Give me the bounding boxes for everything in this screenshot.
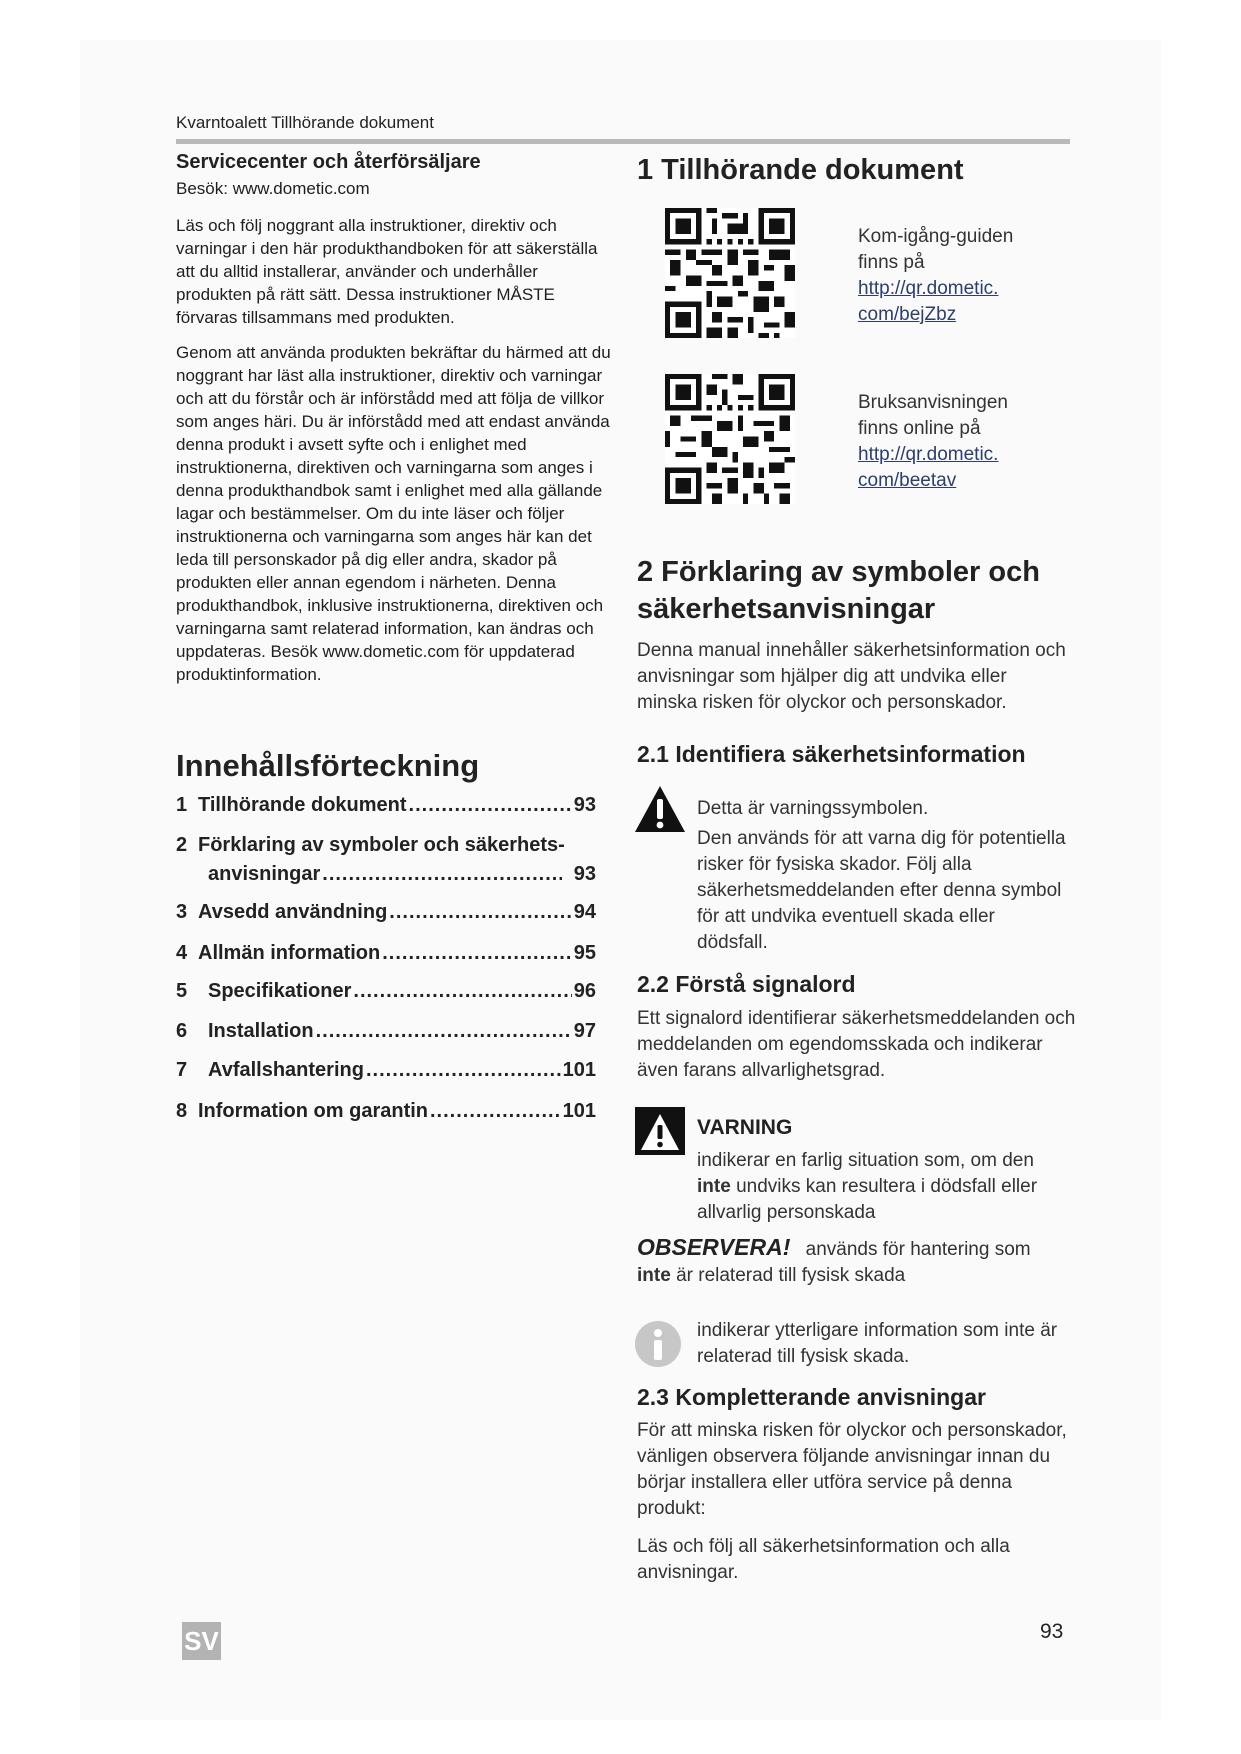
section-2-title: 2 Förklaring av symboler och säkerhetsanvisningar: [637, 556, 1040, 625]
getting-started-link[interactable]: http://qr.dometic.: [858, 278, 999, 299]
supplementary-instructions-text: För att minska risken för olyckor och personskador, vänligen observera följande anvisningar innan du börjar installera eller utföra service på denna produkt:: [637, 1420, 1067, 1519]
supplementary-instructions-text-2: Läs och följ all säkerhetsinformation och alla anvisningar.: [637, 1536, 1010, 1583]
section-2-3-title: 2.3 Kompletterande anvisningar: [637, 1384, 986, 1410]
toc-item-8[interactable]: 8 Information om garantin ..... 101: [176, 1100, 596, 1123]
info-icon: [634, 1320, 682, 1368]
warning-symbol-description: Detta är varningssymbolen. Den används för att varna dig för potentiella risker för fysiska skador. Följ alla säkerhetsmeddelanden efter denna symbol för att undvika eventuell skada eller dödsfall.: [697, 798, 1066, 953]
qr-getting-started-text: Kom-igång-guiden finns på http://qr.dometic. com/bejZbz: [858, 224, 1068, 328]
toc-item-6[interactable]: 6 Installation ..... 97: [176, 1020, 596, 1043]
section-1-title: 1 Tillhörande dokument: [637, 154, 964, 186]
language-badge: SV: [182, 1622, 221, 1660]
manual-link-continued[interactable]: com/beetav: [858, 470, 957, 491]
info-description: indikerar ytterligare information som inte är relaterad till fysisk skada.: [697, 1320, 1058, 1367]
running-header: Kvarntoalett Tillhörande dokument: [176, 113, 434, 132]
toc-item-4[interactable]: 4 Allmän information ..... 95: [176, 942, 596, 965]
section-2-2-title: 2.2 Förstå signalord: [637, 971, 856, 997]
getting-started-link-continued[interactable]: com/bejZbz: [858, 304, 957, 325]
service-center-visit: Besök: www.dometic.com: [176, 179, 370, 198]
toc-item-7[interactable]: 7 Avfallshantering ..... 101: [176, 1059, 596, 1082]
observera-block: OBSERVERA! används för hantering som inte är relaterad till fysisk skada: [637, 1234, 1031, 1286]
toc-item-3[interactable]: 3 Avsedd användning ..... 94: [176, 901, 596, 924]
manual-link[interactable]: http://qr.dometic.: [858, 444, 999, 465]
service-center-title: Servicecenter och återförsäljare: [176, 151, 481, 173]
warning-label: VARNING: [697, 1116, 793, 1139]
usage-paragraph: Genom att använda produkten bekräftar du härmed att du noggrant har läst alla instruktioner, direktiv och varningar och att du förstår och är införstådd med att följa de villkor som anges häri. Du är införstådd med att endast använda denna produkt i avsett syfte och i enlighet med instruktionerna, direktiven och varningarna som anges i denna produkthandbok samt i enlighet med alla gällande lagar och bestämmelser. Om du inte läser och följer instruktionerna och varningarna som anges här kan det leda till personskador på dig eller andra, skador på produkten eller annan egendom i närheten. Denna produkthandbok, inklusive instruktionerna, direktiven och varningarna samt relaterad information, kan ändras och uppdateras. Besök www.dometic.com för uppdaterad produktinformation.: [176, 343, 611, 684]
warning-box-icon: [634, 1106, 686, 1156]
section-2-intro: Denna manual innehåller säkerhetsinformation och anvisningar som hjälper dig att undvika eller minska risken för olyckor och personskador.: [637, 640, 1066, 713]
intro-paragraph: Läs och följ noggrant alla instruktioner, direktiv och varningar i den här produkthandboken för att säkerställa att du alltid installerar, använder och underhåller produkten på rätt sätt. Dessa instruktioner MÅSTE förvaras tillsammans med produkten.: [176, 216, 598, 327]
qr-manual-text: Bruksanvisningen finns online på http://qr.dometic. com/beetav: [858, 390, 1068, 494]
qr-code-manual: [665, 374, 795, 504]
qr-code-getting-started: [665, 208, 795, 338]
toc-item-5[interactable]: 5 Specifikationer ..... 96: [176, 980, 596, 1003]
warning-description: indikerar en farlig situation som, om den inte undviks kan resultera i dödsfall eller allvarlig personskada: [697, 1150, 1038, 1223]
header-rule: [176, 139, 1070, 144]
observera-label: OBSERVERA!: [637, 1234, 791, 1260]
toc-title: Innehållsförteckning: [176, 748, 480, 783]
toc-item-2-continued[interactable]: anvisningar ..... 93: [176, 863, 596, 886]
section-2-1-title: 2.1 Identifiera säkerhetsinformation: [637, 741, 1026, 767]
toc-item-1[interactable]: 1 Tillhörande dokument ..... 93: [176, 794, 596, 817]
toc-item-2[interactable]: 2 Förklaring av symboler och säkerhets-: [176, 834, 565, 856]
warning-triangle-icon: [633, 784, 687, 834]
signal-words-text: Ett signalord identifierar säkerhetsmeddelanden och meddelanden om egendomsskada och indikerar även farans allvarlighetsgrad.: [637, 1008, 1076, 1081]
page-number: 93: [1040, 1620, 1064, 1643]
